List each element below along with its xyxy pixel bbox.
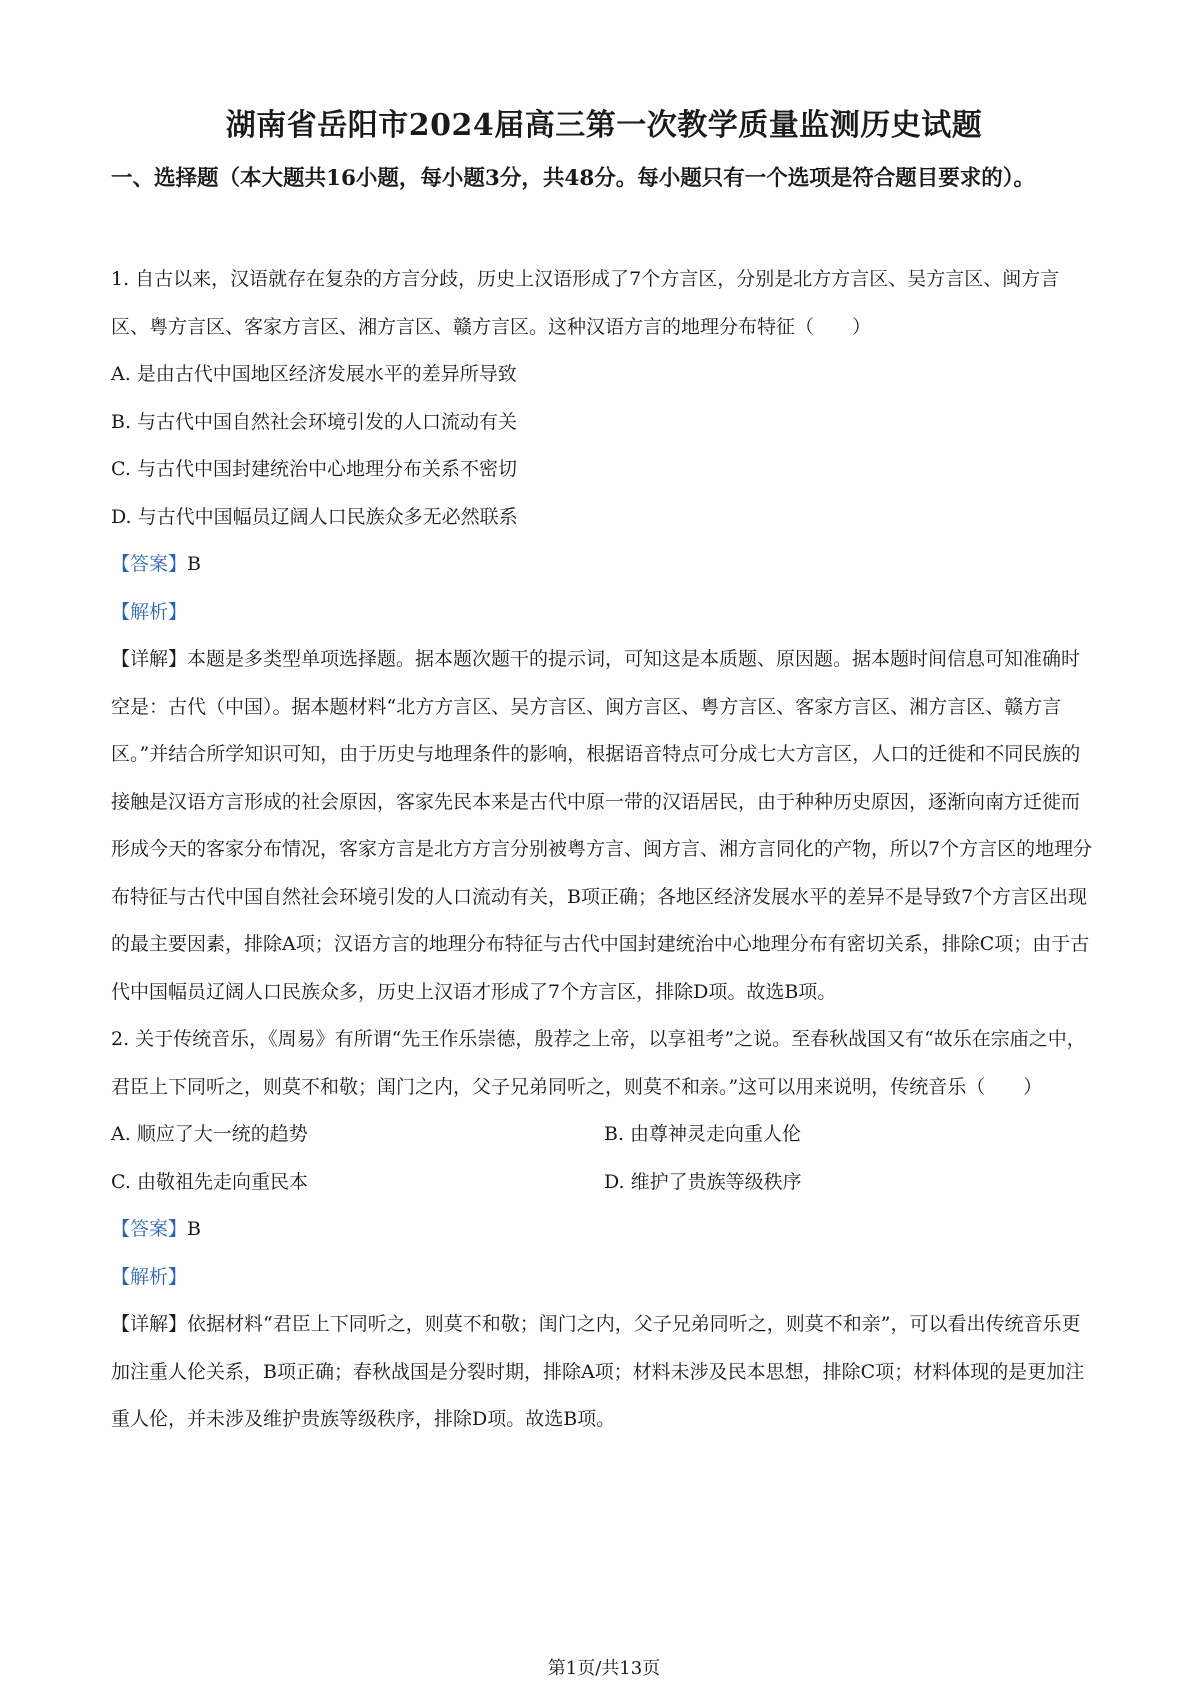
answer-tag: 【答案】 [111, 553, 188, 575]
answer-tag: 【答案】 [111, 1218, 188, 1240]
question-2-option-b: B. 由尊神灵走向重人伦 [604, 1123, 802, 1145]
page-title: 湖南省岳阳市2024届高三第一次教学质量监测历史试题 [225, 108, 983, 143]
question-2-options-row-1 [111, 1111, 1097, 1159]
question-content [111, 256, 1097, 1444]
question-1-stem: 1. 自古以来，汉语就存在复杂的方言分歧，历史上汉语形成了7个方言区，分别是北方方言区、吴方言区、闽方言区、粤方言区、客家方言区、湘方言区、赣方言区。这种汉语方言的地理分布特征（ ） [111, 268, 1060, 338]
answer-value: B [187, 1218, 201, 1240]
question-2-option-d: D. 维护了贵族等级秩序 [604, 1170, 802, 1193]
question-1-analysis-tag: 【解析】 [111, 600, 188, 623]
detail-tag: 【详解】 [111, 1313, 188, 1335]
answer-value: B [187, 553, 201, 575]
question-2-option-a: A. 顺应了大一统的趋势 [111, 1123, 308, 1145]
question-1-answer [111, 541, 1097, 589]
question-2-answer [111, 1206, 1097, 1254]
question-1-option-c: C. 与古代中国封建统治中心地理分布关系不密切 [111, 458, 517, 480]
detail-text: 本题是多类型单项选择题。据本题次题干的提示词，可知这是本质题、原因题。据本题时间信息可知准确时空是：古代（中国）。据本题材料“北方方言区、吴方言区、闽方言区、粤方言区、客家方言区、湘方言区、赣方言区。”并结合所学知识可知，由于历史与地理条件的影响，根据语音特点可分成七大方言区，人口的迁徙和不同民族的接触是汉语方言形成的社会原因，客家先民本来是古代中原一带的汉语居民，由于种种历史原因，逐渐向南方迁徙而形成今天的客家分布情况，客家方言是北方方言分别被粤方言、闽方言、湘方言同化的产物，所以7个方言区的地理分布特征与古代中国自然社会环境引发的人口流动有关，B项正确；各地区经济发展水平的差异不是导致7个方言区出现的最主要因素，排除A项；汉语方言的地理分布特征与古代中国封建统治中心地理分布有密切关系，排除C项；由于古代中国幅员辽阔人口民族众多，历史上汉语才形成了7个方言区，排除D项。故选B项。 [111, 648, 1093, 1003]
question-2-analysis-tag: 【解析】 [111, 1265, 188, 1288]
detail-text: 依据材料“君臣上下同听之，则莫不和敬；闺门之内，父子兄弟同听之，则莫不和亲”，可以看出传统音乐更加注重人伦关系，B项正确；春秋战国是分裂时期，排除A项；材料未涉及民本思想，排除C项；材料体现的是更加注重人伦，并未涉及维护贵族等级秩序，排除D项。故选B项。 [111, 1313, 1085, 1430]
question-1-option-b: B. 与古代中国自然社会环境引发的人口流动有关 [111, 410, 518, 433]
question-1-detail [111, 636, 1097, 1016]
document-page [111, 0, 1097, 1698]
question-2-option-c: C. 由敬祖先走向重民本 [111, 1170, 308, 1193]
section-heading: 一、选择题（本大题共16小题，每小题3分，共48分。每小题只有一个选项是符合题目要求的）。 [111, 166, 1036, 191]
question-2-options-row-2 [111, 1159, 1097, 1207]
question-1-option-a: A. 是由古代中国地区经济发展水平的差异所导致 [111, 363, 517, 385]
detail-tag: 【详解】 [111, 648, 188, 670]
question-2-stem: 2. 关于传统音乐，《周易》有所谓“先王作乐崇德，殷荐之上帝，以享祖考”之说。至春秋战国又有“故乐在宗庙之中，君臣上下同听之，则莫不和敬；闺门之内，父子兄弟同听之，则莫不和亲。”这可以用来说明，传统音乐（ ） [111, 1028, 1086, 1098]
page-footer: 第1页/共13页 [547, 1658, 661, 1679]
question-2-detail [111, 1301, 1097, 1444]
question-1-option-d: D. 与古代中国幅员辽阔人口民族众多无必然联系 [111, 505, 518, 528]
